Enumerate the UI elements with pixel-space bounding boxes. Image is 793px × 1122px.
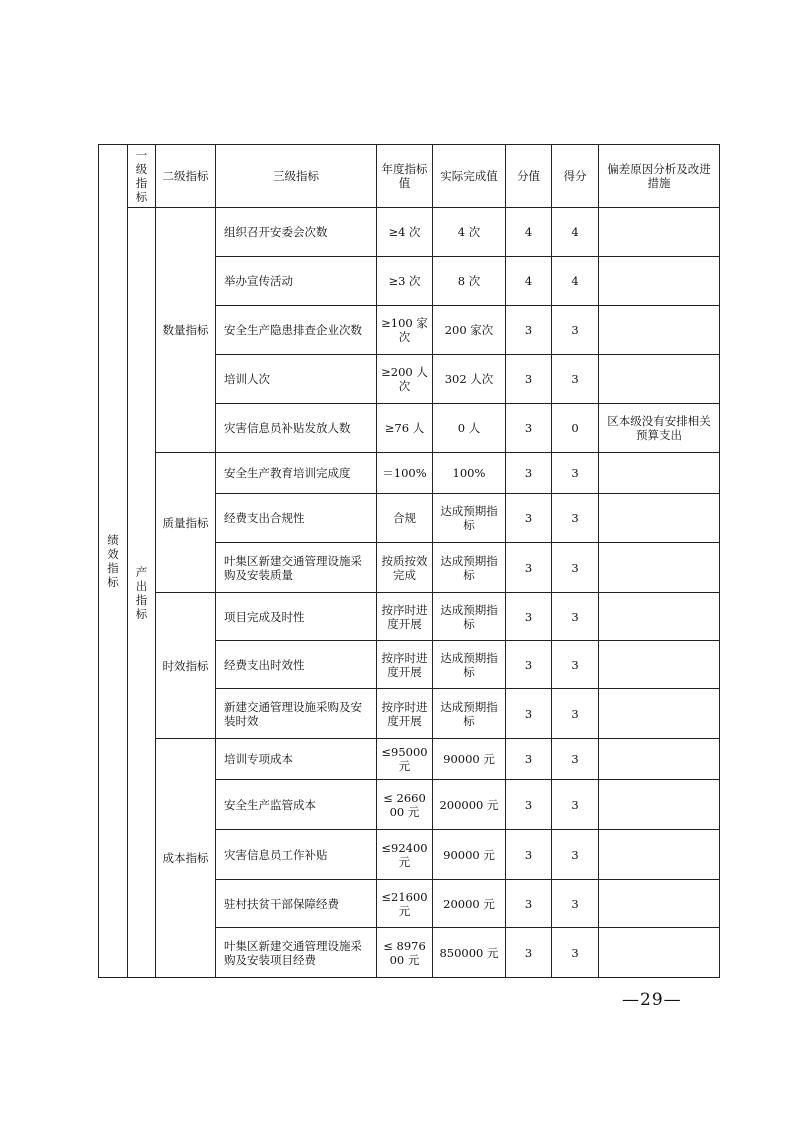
deviation-note [599,355,720,404]
indicator-name: 灾害信息员工作补贴 [216,830,377,880]
score-value: 3 [506,830,552,880]
deviation-note [599,208,720,257]
score: 3 [552,543,599,593]
header-score-value: 分值 [506,145,552,208]
deviation-note [599,453,720,494]
group-quantity: 数量指标 [156,208,216,453]
score-value: 3 [506,404,552,453]
annual-target: ≤ 897600 元 [377,928,433,978]
annual-target: ≤ 266000 元 [377,780,433,830]
actual-value: 达成预期指标 [433,641,506,689]
table-row [99,208,720,257]
actual-value: 0 人 [433,404,506,453]
indicator-name: 组织召开安委会次数 [216,208,377,257]
actual-value: 850000 元 [433,928,506,978]
score: 3 [552,689,599,739]
deviation-note [599,739,720,780]
group-cost: 成本指标 [156,739,216,978]
score-value: 4 [506,257,552,306]
score: 3 [552,593,599,641]
score: 3 [552,780,599,830]
actual-value: 达成预期指标 [433,543,506,593]
score: 3 [552,739,599,780]
actual-value: 200000 元 [433,780,506,830]
deviation-note: 区本级没有安排相关预算支出 [599,404,720,453]
actual-value: 8 次 [433,257,506,306]
score: 4 [552,208,599,257]
header-level1: 一级指标 [128,145,156,208]
score-value: 3 [506,780,552,830]
score-value: 3 [506,494,552,543]
indicator-name: 安全生产隐患排查企业次数 [216,306,377,355]
deviation-note [599,689,720,739]
score-value: 3 [506,928,552,978]
deviation-note [599,928,720,978]
deviation-note [599,830,720,880]
indicator-name: 安全生产教育培训完成度 [216,453,377,494]
level1-label-cell [128,208,156,978]
performance-indicator-table [98,144,720,978]
indicator-name: 培训人次 [216,355,377,404]
group-timeliness: 时效指标 [156,593,216,739]
annual-target: 合规 [377,494,433,543]
level1-label: 产出指标 [135,564,148,621]
indicator-name: 举办宣传活动 [216,257,377,306]
actual-value: 90000 元 [433,739,506,780]
annual-target: 按序时进度开展 [377,689,433,739]
header-deviation-analysis: 偏差原因分析及改进措施 [599,145,720,208]
header-actual-value: 实际完成值 [433,145,506,208]
score-value: 3 [506,543,552,593]
header-annual-target: 年度指标值 [377,145,433,208]
annual-target: ≥76 人 [377,404,433,453]
header-row [99,145,720,208]
annual-target: 按质按效完成 [377,543,433,593]
actual-value: 100% [433,453,506,494]
indicator-name: 驻村扶贫干部保障经费 [216,880,377,928]
header-level3: 三级指标 [216,145,377,208]
score-value: 4 [506,208,552,257]
indicator-name: 经费支出时效性 [216,641,377,689]
indicator-name: 灾害信息员补贴发放人数 [216,404,377,453]
score-value: 3 [506,453,552,494]
score-value: 3 [506,689,552,739]
actual-value: 20000 元 [433,880,506,928]
page-number: —29— [622,990,682,1010]
score: 3 [552,641,599,689]
table-row [99,593,720,641]
score: 3 [552,880,599,928]
header-level2: 二级指标 [156,145,216,208]
score-value: 3 [506,355,552,404]
table-row [99,739,720,780]
group-quality: 质量指标 [156,453,216,593]
score-value: 3 [506,593,552,641]
indicator-name: 叶集区新建交通管理设施采购及安装项目经费 [216,928,377,978]
deviation-note [599,880,720,928]
actual-value: 达成预期指标 [433,593,506,641]
annual-target: ≥3 次 [377,257,433,306]
indicator-name: 经费支出合规性 [216,494,377,543]
indicator-name: 项目完成及时性 [216,593,377,641]
deviation-note [599,306,720,355]
deviation-note [599,780,720,830]
deviation-note [599,257,720,306]
header-score: 得分 [552,145,599,208]
score-value: 3 [506,880,552,928]
actual-value: 90000 元 [433,830,506,880]
indicator-name: 培训专项成本 [216,739,377,780]
deviation-note [599,494,720,543]
score: 3 [552,355,599,404]
actual-value: 达成预期指标 [433,494,506,543]
actual-value: 200 家次 [433,306,506,355]
annual-target: ≤92400 元 [377,830,433,880]
indicator-name: 新建交通管理设施采购及安装时效 [216,689,377,739]
score: 3 [552,306,599,355]
score: 0 [552,404,599,453]
annual-target: ≥4 次 [377,208,433,257]
outer-label: 绩效指标 [107,533,119,589]
indicator-name: 安全生产监管成本 [216,780,377,830]
deviation-note [599,641,720,689]
annual-target: ≤21600 元 [377,880,433,928]
outer-label-cell [99,145,128,978]
annual-target: ≥200 人次 [377,355,433,404]
score-value: 3 [506,641,552,689]
indicator-name: 叶集区新建交通管理设施采购及安装质量 [216,543,377,593]
actual-value: 达成预期指标 [433,689,506,739]
annual-target: 按序时进度开展 [377,641,433,689]
annual-target: ＝100% [377,453,433,494]
annual-target: ≤95000 元 [377,739,433,780]
score: 3 [552,928,599,978]
table-row [99,453,720,494]
annual-target: ≥100 家次 [377,306,433,355]
annual-target: 按序时进度开展 [377,593,433,641]
actual-value: 4 次 [433,208,506,257]
score: 3 [552,830,599,880]
score: 4 [552,257,599,306]
score-value: 3 [506,739,552,780]
actual-value: 302 人次 [433,355,506,404]
deviation-note [599,593,720,641]
score: 3 [552,494,599,543]
score-value: 3 [506,306,552,355]
deviation-note [599,543,720,593]
score: 3 [552,453,599,494]
